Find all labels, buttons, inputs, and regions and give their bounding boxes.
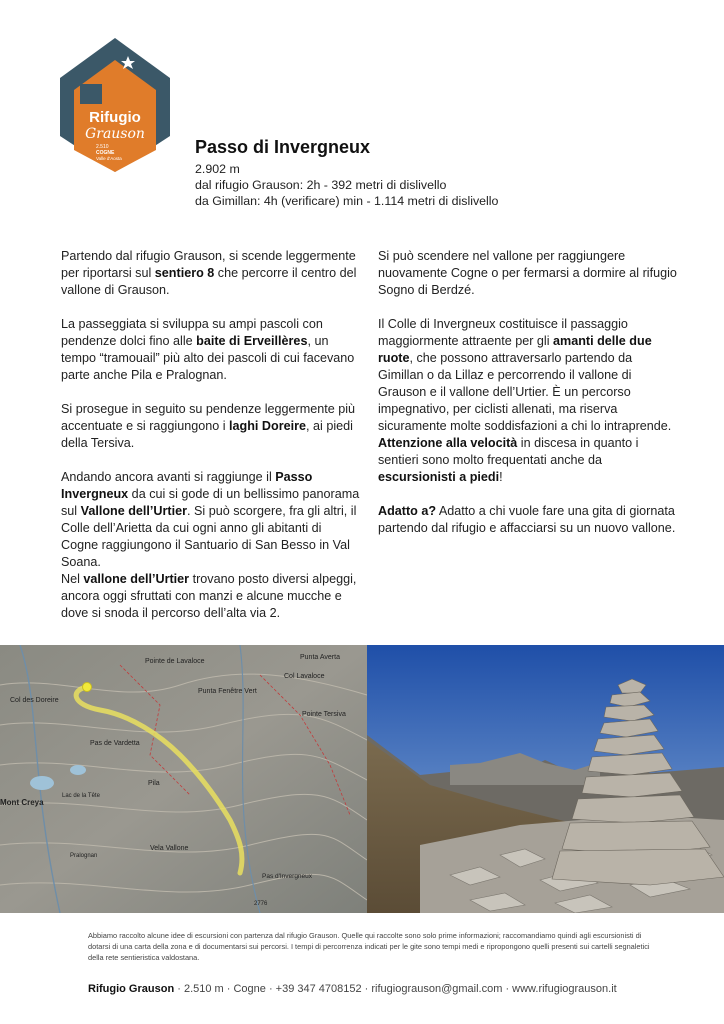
logo-name-line2: Grauson (85, 126, 145, 142)
map-label: Mont Creya (0, 798, 44, 807)
map-label: Punta Averta (300, 654, 340, 661)
footer-contact-details: · 2.510 m · Cogne · +39 347 4708152 · rifugiograuson@gmail.com · www.rifugiograuson.it (174, 983, 617, 995)
map-label: Pralognan (70, 853, 98, 859)
route-time-from-refuge: dal rifugio Grauson: 2h - 392 metri di dislivello (195, 178, 447, 192)
footer-brand: Rifugio Grauson (88, 983, 175, 995)
start-marker (83, 683, 92, 692)
logo-name-line1: Rifugio (89, 109, 141, 126)
rifugio-grauson-logo (60, 38, 170, 172)
disclaimer-footnote: Abbiamo raccolto alcune idee di escursioni con partenza dal rifugio Grauson. Quelle qui raccolte sono solo prime informazioni; raccomandiamo quindi agli escursionisti di dotarsi di una carta della zona e di documentarsi sui percorsi. I tempi di percorrenza indicati per le gite sono tempi medi e ripropongono quelli presenti sui cartelli segnaletici della rete sentieristica valdostana. (88, 931, 650, 962)
paragraph-pass: Andando ancora avanti si raggiunge il Passo Invergneux da cui si gode di un bellissimo panorama sul Vallone dell’Urtier. Si può scorgere, fra gli altri, il Colle dell’Arietta da cui ogni anno gli abitanti di Cogne raggiungono il Santuario di San Besso in Val Soana. (61, 470, 360, 569)
paragraph-urtier: Nel vallone dell’Urtier trovano posto diversi alpeggi, ancora oggi sfruttati con manzi e alcune mucche e dove si snoda il percorso dell’alta via 2. (61, 572, 357, 620)
paragraph-lakes: Si prosegue in seguito su pendenze leggermente più accentuate e si raggiungono i laghi Doreire, ai piedi della Tersiva. (61, 402, 356, 450)
route-time-from-gimillan: da Gimillan: 4h (verificare) min - 1.114 metri di dislivello (195, 194, 499, 208)
map-label: Pas de Vardetta (90, 740, 140, 747)
route-header (195, 137, 498, 209)
map-label: Vela Vallone (150, 845, 189, 852)
map-label: Punta Fenêtre Vert (198, 688, 257, 695)
map-label: Lac de la Tête (62, 793, 100, 799)
contact-footer (88, 983, 617, 995)
paragraph-pastures: La passeggiata si sviluppa su ampi pascoli con pendenze dolci fino alle baite di Erveillères, un tempo “tramouail” più alto dei pascoli di cui facevano parte anche Pila e Pralognan. (61, 317, 355, 382)
route-altitude: 2.902 m (195, 162, 240, 176)
paragraph-descend: Si può scendere nel vallone per raggiungere nuovamente Cogne o per fermarsi a dormire al rifugio Sogno di Berdzé. (378, 249, 677, 297)
map-label: Pas d'Invergneux (262, 873, 313, 880)
map-label: Pila (148, 780, 160, 787)
page-title: Passo di Invergneux (195, 137, 371, 157)
trail-map (0, 645, 367, 913)
paragraph-cycling: Il Colle di Invergneux costituisce il passaggio maggiormente attraente per gli amanti delle due ruote, che possono attraversarlo partendo da Gimillan o da Lillaz e percorrendo il vallone di Grauson e il vallone dell’Urtier. È un percorso impegnativo, per ciclisti allenati, ma riserva sicuramente molte soddisfazioni a chi lo intraprende. Attenzione alla velocità in discesa in quanto i sentieri sono molto frequentati anche da escursionisti a piedi! (378, 317, 672, 484)
map-label: 2776 (254, 901, 268, 907)
logo-region: Valle d'Aosta (96, 156, 122, 161)
left-text-column (61, 248, 361, 639)
map-label: Col des Doreire (10, 697, 59, 704)
paragraph-start: Partendo dal rifugio Grauson, si scende leggermente per riportarsi sul sentiero 8 che percorre il centro del vallone di Grauson. (61, 249, 357, 297)
paragraph-suitable: Adatto a? Adatto a chi vuole fare una gita di giornata partendo dal rifugio e affacciarsi su un nuovo vallone. (378, 504, 676, 535)
cairn-landscape-photo (367, 645, 724, 913)
map-label: Pointe Tersiva (302, 711, 346, 718)
right-text-column (378, 248, 678, 554)
map-label: Pointe de Lavaloce (145, 658, 205, 665)
photo-strip (0, 645, 724, 913)
logo-town: COGNE (96, 150, 115, 156)
map-label: Col Lavaloce (284, 673, 325, 680)
logo-altitude: 2.510 (96, 144, 109, 150)
